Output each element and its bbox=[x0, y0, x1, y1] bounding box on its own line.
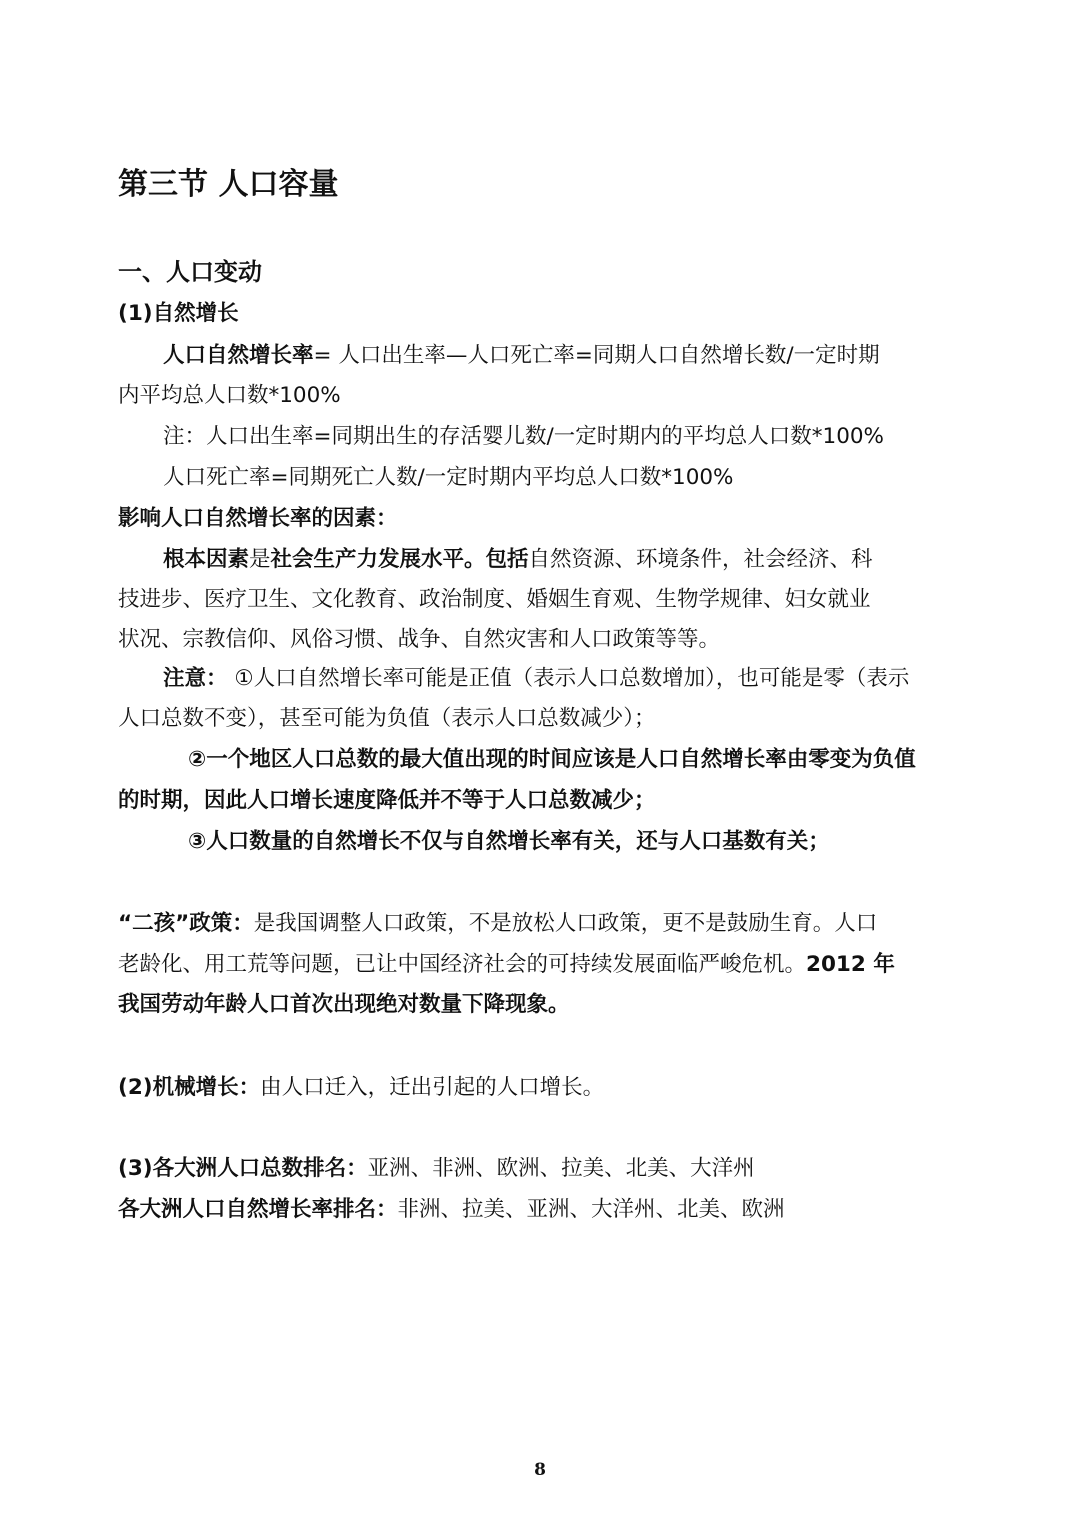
two-child-year: 2012 年 bbox=[806, 952, 895, 977]
page-number: 8 bbox=[534, 1460, 546, 1480]
natural-growth-heading: (1)自然增长 bbox=[118, 301, 239, 326]
ranking-growth-text: 非洲、拉美、亚洲、大洋州、北美、欧洲 bbox=[397, 1197, 785, 1222]
two-child-text: 是我国调整人口政策，不是放松人口政策，更不是鼓励生育。人口 bbox=[253, 911, 878, 936]
note-item-1-line-1 bbox=[163, 664, 909, 694]
formula-text: = 人口出生率—人口死亡率=同期人口自然增长数/一定时期 bbox=[313, 343, 880, 368]
ranking-total bbox=[118, 1154, 755, 1184]
note-item-1-line-2: 人口总数不变），甚至可能为负值（表示人口总数减少）； bbox=[118, 706, 656, 731]
root-factor-value: 社会生产力发展水平。包括 bbox=[270, 547, 529, 572]
note-item-2-line-1: ②一个地区人口总数的最大值出现的时间应该是人口自然增长率由零变为负值 bbox=[188, 747, 916, 772]
ranking-growth bbox=[118, 1195, 785, 1225]
note-item-1-text: ①人口自然增长率可能是正值（表示人口总数增加），也可能是零（表示 bbox=[234, 666, 910, 691]
mechanical-growth bbox=[118, 1073, 604, 1103]
two-child-line-2 bbox=[118, 950, 895, 980]
factors-list-start: 自然资源、环境条件，社会经济、科 bbox=[528, 547, 873, 572]
subsection-title: 一、人口变动 bbox=[118, 258, 262, 286]
note-death-rate: 人口死亡率=同期死亡人数/一定时期内平均总人口数*100% bbox=[163, 465, 734, 490]
factors-heading: 影响人口自然增长率的因素： bbox=[118, 506, 398, 531]
ranking-total-text: 亚洲、非洲、欧洲、拉美、北美、大洋州 bbox=[367, 1156, 755, 1181]
factors-line-1 bbox=[163, 545, 873, 575]
two-child-line-1 bbox=[118, 909, 877, 939]
formula-line-2: 内平均总人口数*100% bbox=[118, 383, 341, 408]
mechanical-growth-label: (2)机械增长： bbox=[118, 1075, 261, 1100]
formula-label: 人口自然增长率 bbox=[163, 343, 314, 368]
two-child-line-3: 我国劳动年龄人口首次出现绝对数量下降现象。 bbox=[118, 992, 570, 1017]
notes-label: 注意： bbox=[163, 666, 228, 691]
two-child-label: “二孩”政策： bbox=[118, 911, 254, 936]
factors-line-3: 状况、宗教信仰、风俗习惯、战争、自然灾害和人口政策等等。 bbox=[118, 627, 721, 652]
formula-line-1 bbox=[163, 341, 880, 371]
two-child-text-2: 老龄化、用工荒等问题，已让中国经济社会的可持续发展面临严峻危机。 bbox=[118, 952, 807, 977]
section-title: 第三节 人口容量 bbox=[118, 167, 339, 202]
root-factor-is: 是 bbox=[249, 547, 271, 572]
note-item-3: ③人口数量的自然增长不仅与自然增长率有关，还与人口基数有关； bbox=[188, 829, 830, 854]
ranking-total-label: (3)各大洲人口总数排名： bbox=[118, 1156, 368, 1181]
ranking-growth-label: 各大洲人口自然增长率排名： bbox=[118, 1197, 398, 1222]
note-item-2-line-2: 的时期，因此人口增长速度降低并不等于人口总数减少； bbox=[118, 788, 656, 813]
factors-line-2: 技进步、医疗卫生、文化教育、政治制度、婚姻生育观、生物学规律、妇女就业 bbox=[118, 587, 871, 612]
note-birth-rate: 注：人口出生率=同期出生的存活婴儿数/一定时期内的平均总人口数*100% bbox=[163, 424, 884, 449]
root-factor-label: 根本因素 bbox=[163, 547, 250, 572]
mechanical-growth-text: 由人口迁入，迁出引起的人口增长。 bbox=[260, 1075, 605, 1100]
